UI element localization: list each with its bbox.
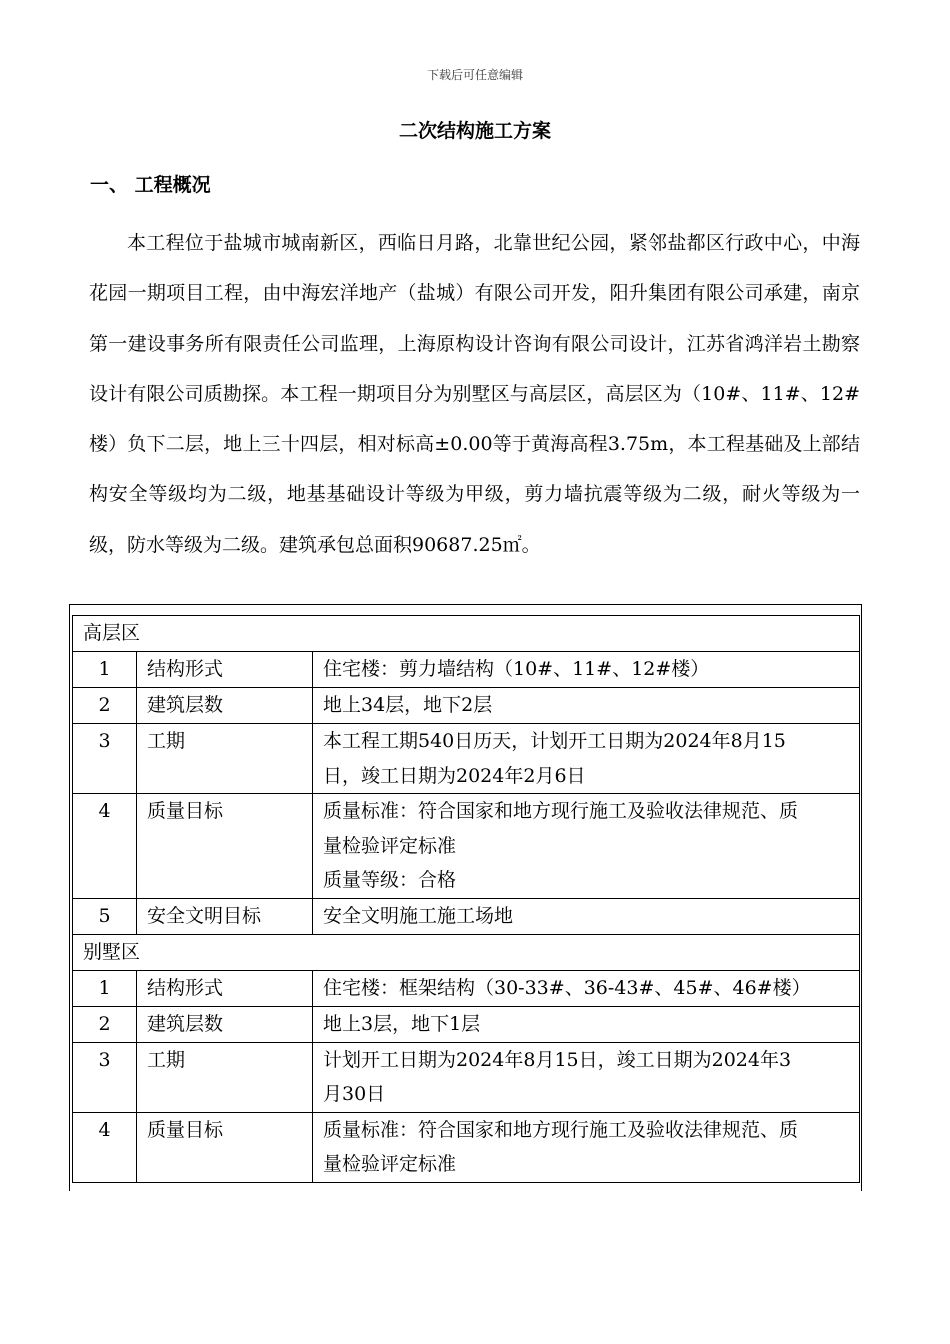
content-line: 住宅楼：剪力墙结构（10#、11#、12#楼）	[323, 658, 710, 680]
row-number-cell: 2	[73, 1006, 137, 1042]
section-label-cell: 高层区	[73, 616, 860, 652]
item-content-cell	[313, 898, 860, 934]
table-row	[73, 1042, 860, 1112]
row-number-cell: 3	[73, 724, 137, 794]
document-title: 二次结构施工方案	[398, 120, 551, 142]
item-name-cell: 质量目标	[137, 794, 313, 899]
content-line: 本工程工期540日历天，计划开工日期为2024年8月15	[323, 730, 786, 752]
content-line: 计划开工日期为2024年8月15日，竣工日期为2024年3	[323, 1048, 792, 1071]
overview-paragraph: 本工程位于盐城市城南新区，西临日月路，北靠世纪公园，紧邻盐都区行政中心，中海花园一期项目工程，由中海宏洋地产（盐城）有限公司开发，阳升集团有限公司承建，南京第一建设事务所有限责任公司监理，上海原构设计咨询有限公司设计，江苏省鸿洋岩土勘察设计有限公司质勘探。本工程一期项目分为别墅区与高层区，高层区为（10#、11#、12#楼）负下二层，地上三十四层，相对标高±0.00等于黄海高程3.75m，本工程基础及上部结构安全等级均为二级，地基基础设计等级为甲级，剪力墙抗震等级为二级，耐火等级为一级，防水等级为二级。建筑承包总面积90687.25㎡。	[89, 232, 860, 556]
content-line: 质量等级：合格	[323, 869, 457, 891]
content-line: 量检验评定标准	[323, 834, 457, 857]
item-name-cell: 结构形式	[137, 652, 313, 688]
item-content-cell	[313, 1042, 860, 1112]
table-row	[73, 1112, 860, 1182]
item-content-cell	[313, 794, 860, 899]
item-name-cell: 建筑层数	[137, 688, 313, 724]
row-number-cell: 1	[73, 970, 137, 1006]
table-row	[73, 724, 860, 794]
table-row	[73, 794, 860, 899]
item-content-cell	[313, 1112, 860, 1182]
item-name-cell: 安全文明目标	[137, 898, 313, 934]
item-content-cell	[313, 652, 860, 688]
section-label-cell: 别墅区	[73, 934, 860, 970]
item-content-cell	[313, 688, 860, 724]
row-number-cell: 5	[73, 898, 137, 934]
content-line: 地上34层，地下2层	[323, 694, 493, 716]
row-number-cell: 4	[73, 794, 137, 899]
item-name-cell: 建筑层数	[137, 1006, 313, 1042]
section-heading: 一、 工程概况	[90, 174, 211, 196]
item-name-cell: 工期	[137, 724, 313, 794]
row-number-cell: 1	[73, 652, 137, 688]
table-row	[73, 970, 860, 1006]
content-line: 安全文明施工施工场地	[323, 904, 514, 927]
table-section-row	[73, 934, 860, 970]
content-line: 质量标准：符合国家和地方现行施工及验收法律规范、质	[323, 800, 799, 822]
content-line: 质量标准：符合国家和地方现行施工及验收法律规范、质	[323, 1118, 799, 1141]
content-line: 住宅楼：框架结构（30-33#、36-43#、45#、46#楼）	[323, 976, 811, 999]
table-row	[73, 652, 860, 688]
item-name-cell: 结构形式	[137, 970, 313, 1006]
project-info-table	[72, 615, 860, 1183]
table-row	[73, 1006, 860, 1042]
table-row	[73, 688, 860, 724]
table-section-row	[73, 616, 860, 652]
row-number-cell: 3	[73, 1042, 137, 1112]
row-number-cell: 2	[73, 688, 137, 724]
item-name-cell: 质量目标	[137, 1112, 313, 1182]
item-content-cell	[313, 724, 860, 794]
item-content-cell	[313, 970, 860, 1006]
item-content-cell	[313, 1006, 860, 1042]
content-line: 月30日	[323, 1083, 386, 1105]
row-number-cell: 4	[73, 1112, 137, 1182]
content-line: 量检验评定标准	[323, 1153, 457, 1175]
content-line: 日，竣工日期为2024年2月6日	[323, 764, 586, 787]
content-line: 地上3层，地下1层	[323, 1012, 481, 1035]
table-row	[73, 898, 860, 934]
header-note: 下载后可任意编辑	[426, 68, 523, 82]
item-name-cell: 工期	[137, 1042, 313, 1112]
